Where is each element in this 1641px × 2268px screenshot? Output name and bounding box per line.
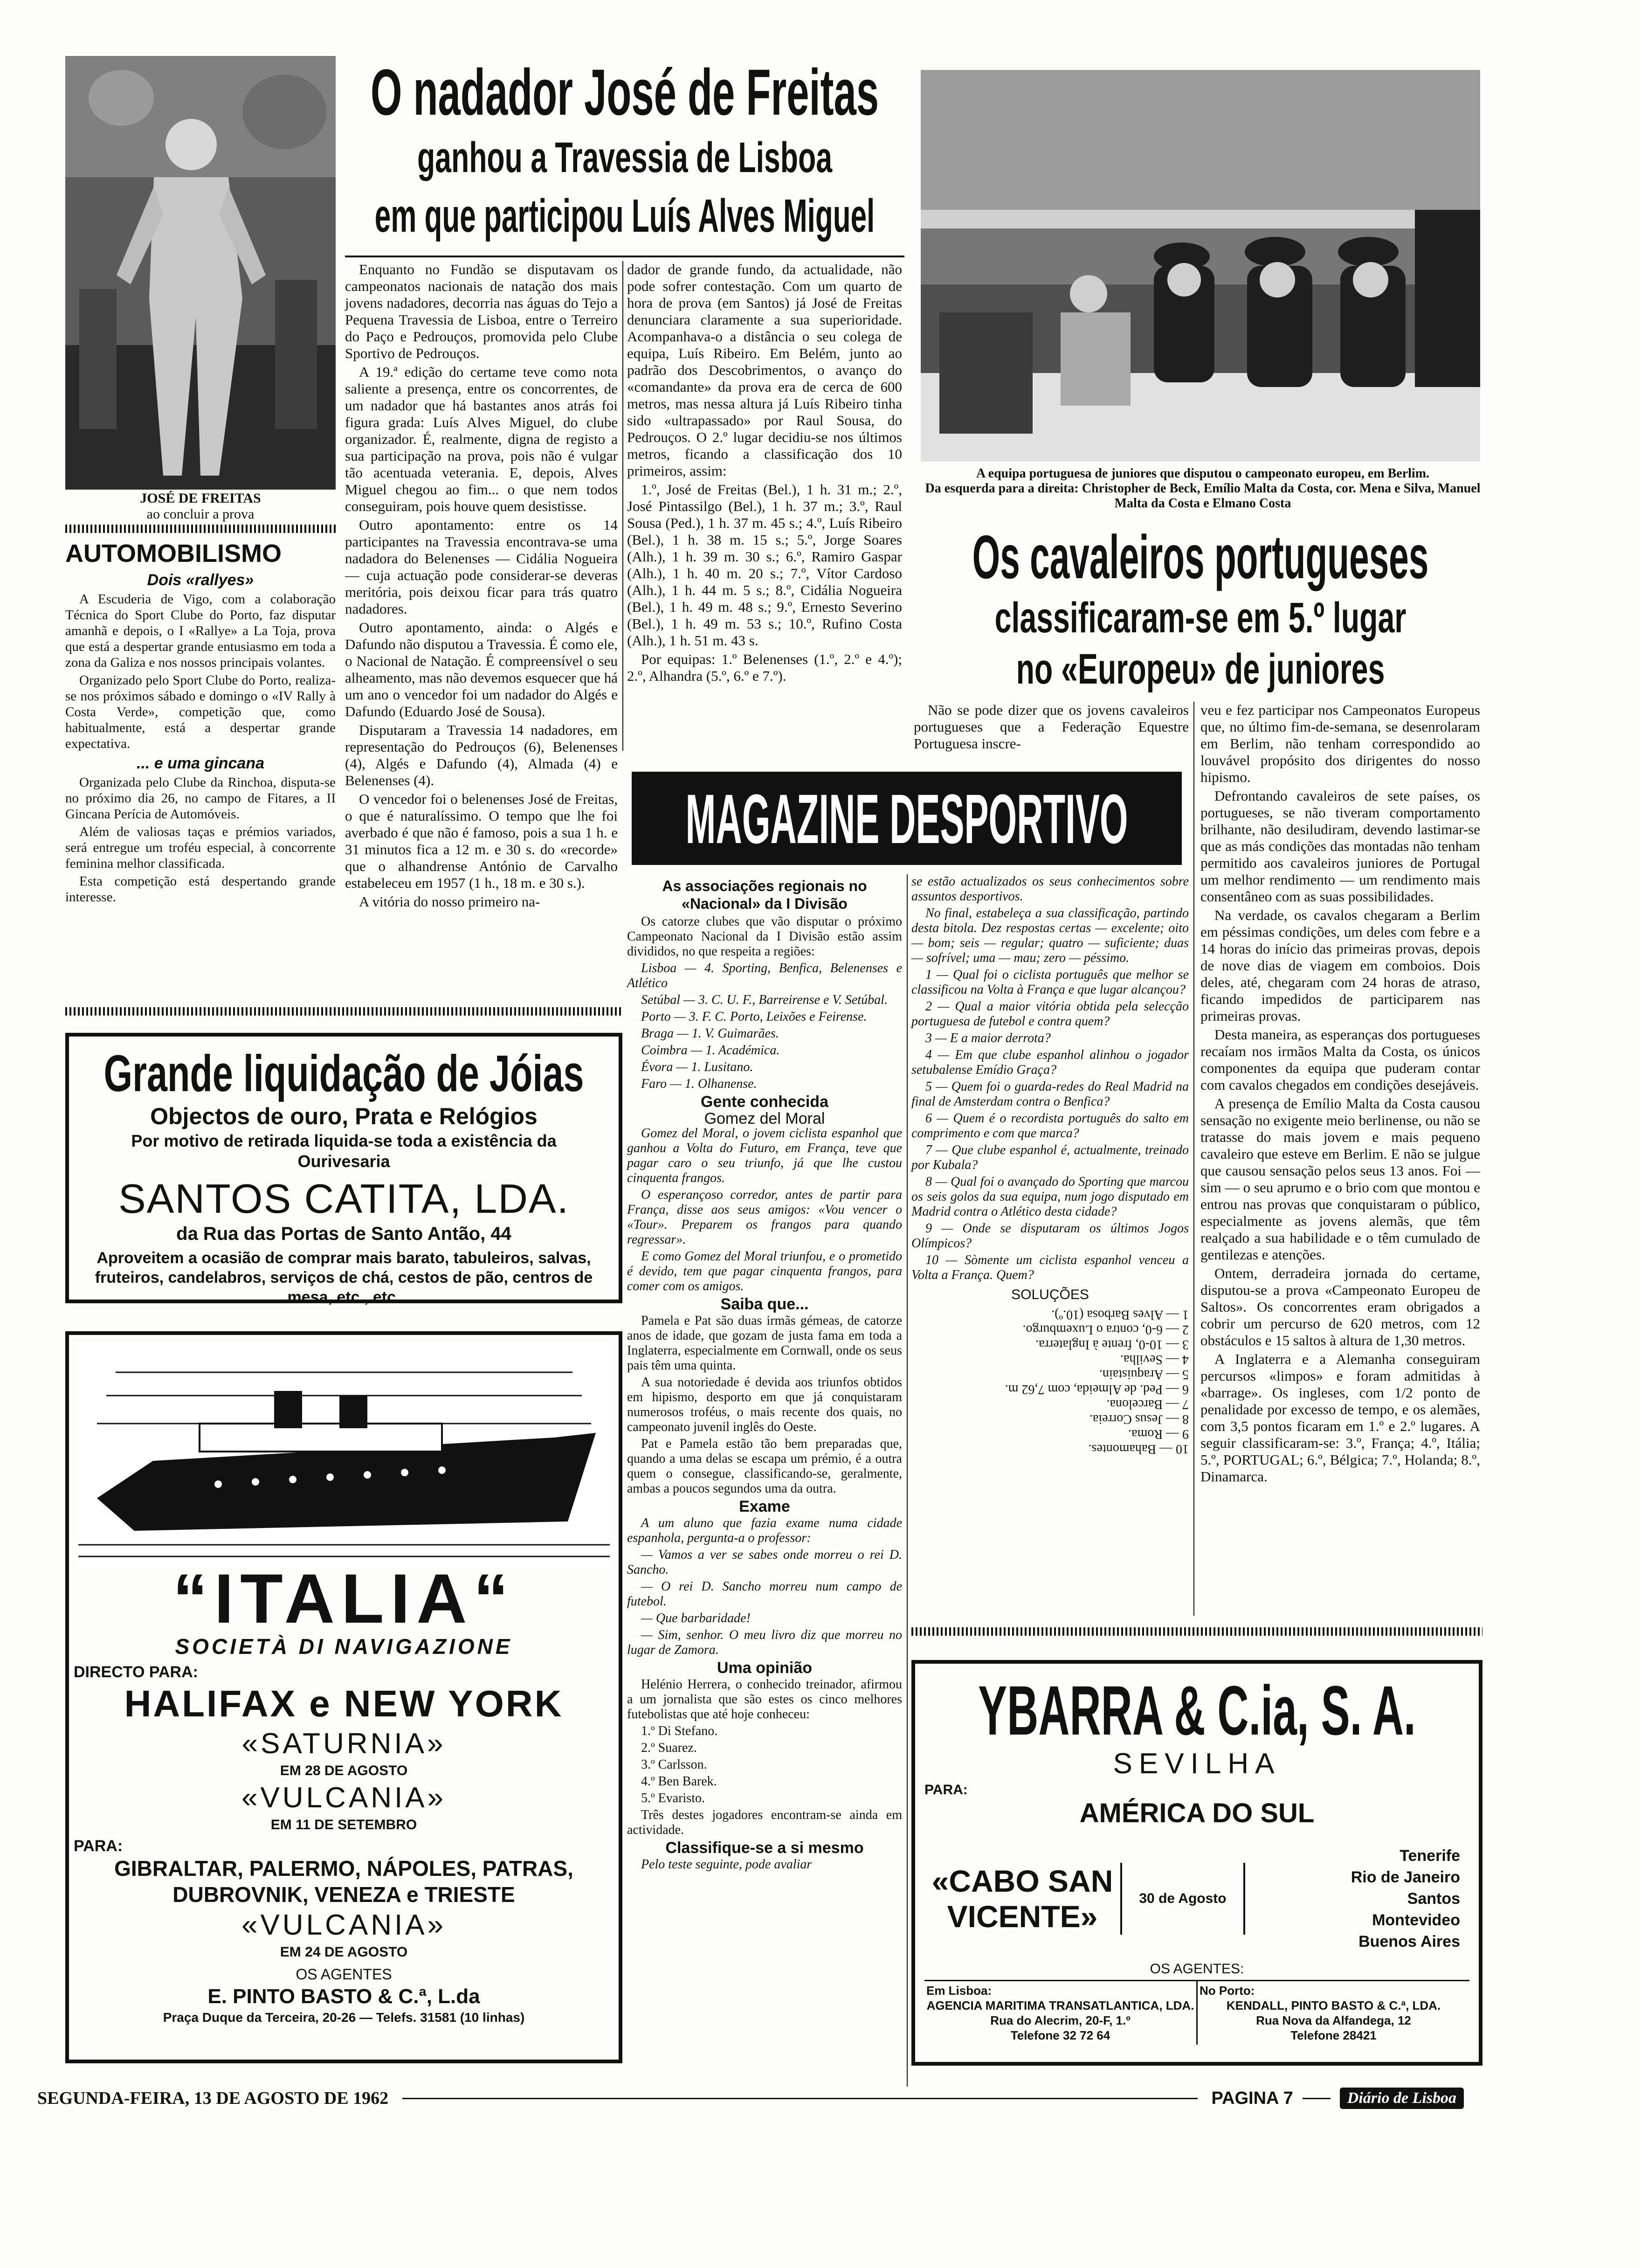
italia-ad: “ITALIA“ SOCIETÀ DI NAVIGAZIONE DIRECTO PARA: HALIFAX e NEW YORK «SATURNIA» EM 28 DE AGOSTO «VULCANIA» EM 11 DE SETEMBRO PARA: GIBRALTAR, PALERMO, NÁPOLES, PATRAS, DUBROVNIK, VENEZA e TRIESTE «VULCANIA» EM 24 DE AGOSTO OS AGENTES E. PINTO BASTO & C.ª, L.da Praça Duque da Terceira, 20-26 — Telefs. 31581 (10 linhas): [65, 1331, 622, 2063]
headline-line-1: O nadador José de Freitas: [370, 55, 879, 129]
ad-brand: YBARRA & C.ia, S. A.: [978, 1671, 1416, 1749]
headline-line-2: ganhou a Travessia de Lisboa: [417, 134, 833, 181]
section-header: AUTOMOBILISMO: [65, 539, 282, 567]
magazine-banner: [632, 772, 1182, 865]
page-number: PAGINA 7: [1211, 2088, 1293, 2108]
equestrian-headline-1: Os cavaleiros portugueses: [972, 523, 1429, 591]
section-divider: [65, 525, 336, 533]
solutions-upside-down: 10 — Bahamontes. 9 — Roma. 8 — Jesus Correia. 7 — Barcelona. 6 — Ped. de Almeida, com 7,62 m. 5 — Araquistain. 4 — Sevilha. 3 — 10-0, frente à Inglaterra. 2 — 6-0, contra o Luxemburgo. 1 — Alves Barbosa (10.º).: [1005, 1307, 1189, 1456]
ad-company: SANTOS CATITA, LDA.: [118, 1175, 570, 1222]
photo-caption-name: JOSÉ DE FREITAS: [140, 491, 261, 506]
equestrian-headline-2: classificaram-se em 5.º lugar: [994, 594, 1407, 642]
photo-caption-text: ao concluir a prova: [146, 506, 255, 522]
ad-title: Grande liquidação de Jóias: [103, 1045, 584, 1102]
ybarra-ad: YBARRA & C.ia, S. A. SEVILHA PARA: AMÉRICA DO SUL «CABO SAN VICENTE» 30 de Agosto Tenerife Rio de Janeiro Santos Montevideo Buenos Aires OS AGENTES: Em Lisboa: AGENCIA MARITIMA TRANSATLANTICA, LDA. Rua do Alecrim, 20-F, 1.º Telefone 32 72 64 No Porto: KENDALL, PINTO BASTO & C.ª, LDA. Rua Nova da Alfandega, 12 Telefone 28421: [911, 1660, 1482, 2066]
magazine-title: MAGAZINE DESPORTIVO: [685, 780, 1128, 858]
main-headline: [345, 55, 904, 256]
headline-rule: [345, 256, 904, 257]
magazine-col2: se estão actualizados os seus conhecimentos sobre assuntos desportivos. No final, estabeleça a sua classificação, partindo desta bitola. Dez respostas certas — excelente; oito — bom; seis — regular; quatro — suficiente; duas — sofrível; uma — mau; zero — péssimo. 1 — Qual foi o ciclista português que melhor se classificou na Volta à França e que lugar alcançou? 2 — Qual a maior vitória obtida pela selecção portuguesa de futebol e contra quem? 3 — E a maior derrota? 4 — Em que clube espanhol alinhou o jogador setubalense Emídio Graça? 5 — Quem foi o guarda-redes do Real Madrid na final de Amsterdam contra o Benfica? 6 — Quem é o recordista português do salto em comprimento e com que marca? 7 — Que clube espanhol é, actualmente, treinado por Kubala? 8 — Qual foi o avançado do Sporting que marcou os seis golos da sua equipa, num jogo disputado em Madrid contra o Atlético desta cidade? 9 — Onde se disputaram os últimos Jogos Olímpicos? 10 — Sòmente um ciclista espanhol venceu a Volta a França. Quem? SOLUÇÕES 10 — Bahamontes. 9 — Roma. 8 — Jesus Correia. 7 — Barcelona. 6 — Ped. de Almeida, com 7,62 m. 5 — Araquistain. 4 — Sevilha. 3 — 10-0, frente à Inglaterra. 2 — 6-0, contra o Luxemburgo. 1 — Alves Barbosa (10.º).: [911, 874, 1189, 1456]
ship-illustration: [78, 1344, 610, 1568]
photo-caption-1: A equipa portuguesa de juniores que disputou o campeonato europeu, em Berlim.: [976, 466, 1430, 481]
equestrian-headline-3: no «Europeu» de juniores: [1016, 645, 1385, 693]
swimmer-photo: [65, 56, 336, 490]
ad-brand: “ITALIA“: [172, 1559, 515, 1638]
equestrian-intro: Não se pode dizer que os jovens cavaleiros portugueses que a Federação Equestre Portuguesa inscre-: [914, 702, 1189, 752]
photo-caption-2: Da esquerda para a direita: Christopher de Beck, Emílio Malta da Costa, cor. Mena e Silva, Manuel Malta da Costa e Elmano Costa: [925, 481, 1481, 511]
equestrian-article: veu e fez participar nos Campeonatos Europeus que, no último fim-de-semana, se desenrolaram em Berlim, não tenham correspondido ao louvável propósito dos dirigentes do nosso hipismo. Defrontando cavaleiros de sete países, os portugueses, se não tiveram comportamento brilhante, não desiludiram, devendo lastimar-se que as más condições das montadas não tenham permitido aos cavaleiros juniores de Portugal um melhor rendimento — um rendimento mais consentâneo com as suas possibilidades. Na verdade, os cavalos chegaram a Berlim em péssimas condições, um deles com febre e a 14 horas do início das primeiras provas, depois de nove dias de viagem em comboios. Dois deles, até, chegaram com 24 horas de atraso, ficando impedidos de participarem nas primeiras provas. Desta maneira, as esperanças dos portugueses recaíam nos irmãos Malta da Costa, os únicos componentes da equipa que puderam contar com cavalos chegados em condições desejáveis. A presença de Emílio Malta da Costa causou sensação no exigente meio berlinense, ou não se tratasse do mais jovem e mais pequeno cavaleiro que esteve em Berlim. E não se julgue que causou sensação pelos seus 13 anos. Foi — sim — o seu aprumo e o brio com que montou e entrou nas provas que conquistaram o público, especialmente as jovens alemãs, que têm realçado a sua habilidade e o têm cumulado de gentilezas e atenções. Ontem, derradeira jornada do certame, disputou-se a prova «Campeonato Europeu de Saltos». Os concorrentes eram obrigados a cobrir um percurso de 620 metros, com 12 obstáculos e 15 saltos à altura de 1,30 metros. A Inglaterra e a Alemanha conseguiram percursos «limpos» e foram admitidas à «barrage». Os ingleses, com 1/2 ponto de penalidade por excesso de tempo, e os alemães, com 3,5 pontos ficaram em 1.º e 2.º lugares. A seguir classificaram-se: 3.º, França; 4.º, Itália; 5.º, PORTUGAL; 6.º, Bélgica; 7.º, Holanda; 8.º, Dinamarca.: [1200, 702, 1480, 1485]
equestrian-headline: [914, 522, 1487, 695]
equestrian-team-photo: [921, 70, 1480, 462]
main-article-col2: dador de grande fundo, da actualidade, não pode sofrer contestação. Com um quarto de hora de prova (em Santos) já José de Freitas denunciara claramente a sua superioridade. Acompanhava-o a distância o seu colega de equipa, Luís Ribeiro. Em Belém, junto ao padrão dos Descobrimentos, o avanço do «comandante» da prova era de cerca de 600 metros, mas nessa altura já Luís Ribeiro tinha sido «ultrapassado» por Raul Sousa, do Pedrouços. O 2.º lugar decidiu-se nos últimos metros, ficando a classificação dos 10 primeiros, assim: 1.º, José de Freitas (Bel.), 1 h. 31 m.; 2.º, José Pintassilgo (Bel.), 1 h. 37 m.; 3.º, Raul Sousa (Ped.), 1 h. 37 m. 45 s.; 4.º, Luís Ribeiro (Bel.), 1 h. 38 m. 15 s.; 5.º, Jorge Soares (Alh.), 1 h. 39 m. 30 s.; 6.º, Ramiro Gaspar (Alh.), 1 h. 40 m. 20 s.; 7.º, Vítor Cardoso (Alh.), 1 h. 44 m. 5 s.; 8.º, Cidália Nogueira (Bel.), 1 h. 49 m. 48 s.; 9.º, Ernesto Severino (Bel.), 1 h. 49 m. 53 s.; 10.º, Rufino Costa (Alh.), 1 h. 51 m. 43 s. Por equipas: 1.º Belenenses (1.º, 2.º e 4.º); 2.º, Alhandra (5.º, 6.º e 7.º).: [627, 261, 902, 684]
magazine-col1: As associações regionais no «Nacional» da I Divisão Os catorze clubes que vão disputar o próximo Campeonato Nacional da I Divisão estão assim divididos, no que respeita a regiões: Lisboa — 4. Sporting, Benfica, Belenenses e Atlético Setúbal — 3. C. U. F., Barreirense e V. Setúbal. Porto — 3. F. C. Porto, Leixões e Feirense. Braga — 1. V. Guimarães. Coimbra — 1. Académica. Évora — 1. Lusitano. Faro — 1. Olhanense. Gente conhecida Gomez del Moral Gomez del Moral, o jovem ciclista espanhol que ganhou a Volta do Futuro, em França, teve que pagar caro o seu triunfo, já que lhe custou cinquenta frangos. O esperançoso corredor, antes de partir para França, disse aos seus amigos: «Vou vencer o «Tour». Preparem os frangos para quando regressar». E como Gomez del Moral triunfou, e o prometido é devido, tem que pagar cinquenta frangos, para comer com os amigos. Saiba que... Pamela e Pat são duas irmãs gémeas, de catorze anos de idade, que gozam de justa fama em toda a Inglaterra, especialmente em Cornwall, onde os seus pais têm uma quinta. A sua notoriedade é devida aos triunfos obtidos em hipismo, desporto em que já conquistaram numerosos troféus, o mais recente dos quais, no campeonato juvenil inglês do Oeste. Pat e Pamela estão tão bem preparadas que, quando a uma delas se escapa um prémio, é a outra quem o consegue, classificando-se, geralmente, ambas a poucos segundos uma da outra. Exame A um aluno que fazia exame numa cidade espanhola, pergunta-a o professor: — Vamos a ver se sabes onde morreu o rei D. Sancho. — O rei D. Sancho morreu num campo de futebol. — Que barbaridade! — Sim, senhor. O meu livro diz que morreu no lugar de Zamora. Uma opinião Helénio Herrera, o conhecido treinador, afirmou a um jornalista que são estes os cinco melhores futebolistas que até hoje conheceu: 1.º Di Stefano. 2.º Suarez. 3.º Carlsson. 4.º Ben Barek. 5.º Evaristo. Três destes jogadores encontram-se ainda em actividade. Classifique-se a si mesmo Pelo teste seguinte, pode avaliar: [627, 878, 902, 1872]
footer: [37, 2084, 1464, 2112]
issue-date: SEGUNDA-FEIRA, 13 DE AGOSTO DE 1962: [37, 2088, 389, 2108]
jewels-ad: Grande liquidação de Jóias Objectos de ouro, Prata e Relógios Por motivo de retirada liquida-se toda a existência da Ourivesaria SANTOS CATITA, LDA. da Rua das Portas de Santo Antão, 44 Aproveitem a ocasião de comprar mais barato, tabuleiros, salvas, fruteiros, candelabros, serviços de chá, cestos de pão, centros de mesa, etc., etc.: [65, 1033, 622, 1303]
section-divider: [65, 1007, 622, 1016]
section-divider: [911, 1627, 1482, 1636]
headline-line-3: em que participou Luís Alves Miguel: [374, 190, 875, 242]
automobilismo-section: AUTOMOBILISMO Dois «rallyes» A Escuderia de Vigo, com a colaboração Técnica do Sport Clube do Porto, faz disputar amanhã e depois, o I «Rallye» a La Toja, prova que está a despertar grande entusiasmo em toda a zona da Galiza e nos nossos principais volantes. Organizado pelo Sport Clube do Porto, realiza-se nos próximos sábado e domingo o «IV Rally à Costa Verde», competição que, como habitualmente, está a despertar grande expectativa. ... e uma gincana Organizada pelo Clube da Rinchoa, disputa-se no próximo dia 26, no campo de Fitares, a II Gincana Perícia de Automóveis. Além de valiosas taças e prémios variados, será entregue um troféu especial, à concorrente feminina melhor classificada. Esta competição está despertando grande interesse.: [65, 539, 336, 905]
ad-ship-name: «CABO SAN VICENTE»: [931, 1864, 1113, 1934]
masthead-logo: Diário de Lisboa: [1340, 2088, 1464, 2109]
main-article-col1: Enquanto no Fundão se disputavam os campeonatos nacionais de natação dos mais jovens nadadores, decorria nas águas do Tejo a Pequena Travessia de Lisboa, entre o Terreiro do Paço e Pedrouços, promovida pelo Clube Sportivo de Pedrouços. A 19.ª edição do certame teve como nota saliente a presença, entre os concorrentes, de um nadador que há bastantes anos atrás foi figura grada: Luís Alves Miguel, do clube organizador. É, realmente, digna de registo a sua participação na prova, pois não é vulgar tão acentuada veterania. E, depois, Alves Miguel chegou ao fim... o que nem todos conseguiram, pois houve quem desistisse. Outro apontamento: entre os 14 participantes na Travessia encontrava-se uma nadadora do Belenenses — Cidália Nogueira — cuja actuação pode considerar-se deveras meritória, pois deixou ficar para trás quatro nadadores. Outro apontamento, ainda: o Algés e Dafundo não disputou a Travessia. É como ele, o Nacional de Natação. É compreensível o seu alheamento, mas não devemos esquecer que há um ano o vencedor foi um nadador do Algés e Dafundo (Eduardo José de Sousa). Disputaram a Travessia 14 nadadores, em representação do Pedrouços (6), Belenenses (4), Algés e Dafundo (4), Almada (4) e Belenenses (4). O vencedor foi o belenenses José de Freitas, o que é naturalíssimo. O tempo que lhe foi averbado é que não é famoso, pois a sua 1 h. e 31 minutos fica a 12 m. e 30 s. do «recorde» que o alhandrense António de Carvalho estabeleceu em 1957 (1 h., 18 m. e 30 s.). A vitória do nosso primeiro na-: [345, 261, 618, 910]
